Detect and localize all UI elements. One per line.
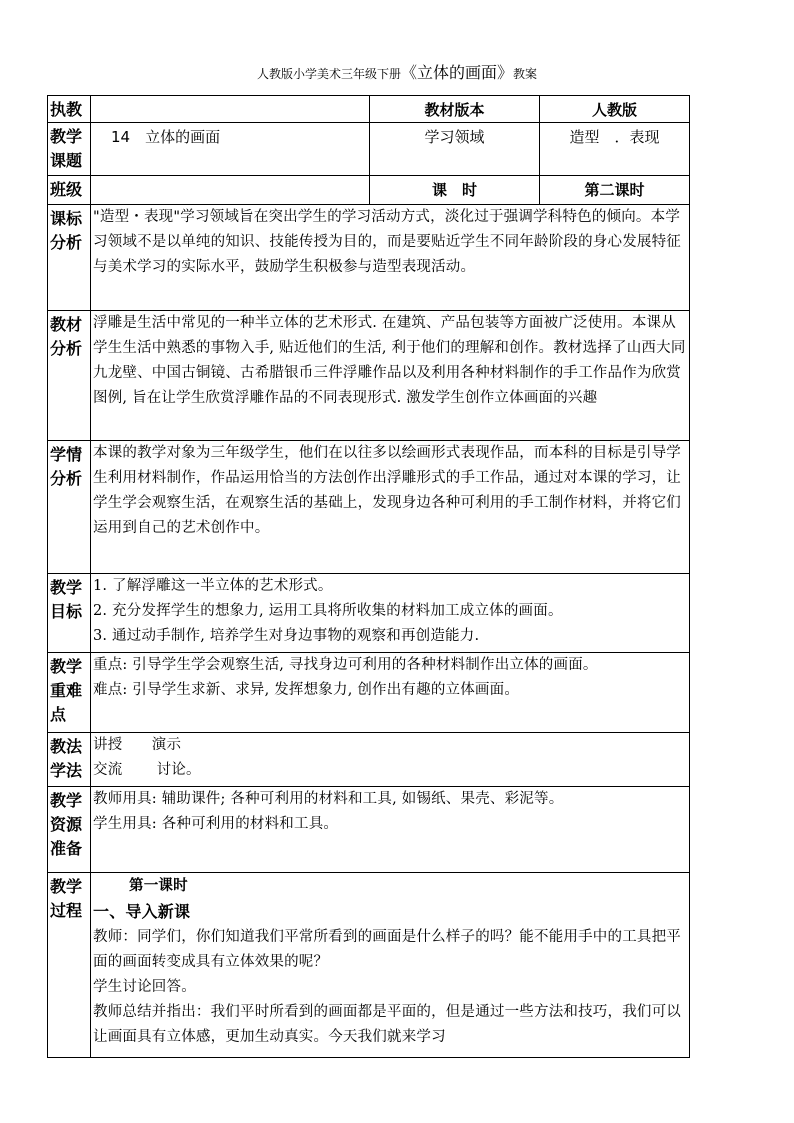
methods-text (91, 733, 690, 787)
curriculum-label: 课标分析 (48, 205, 91, 311)
title-prefix: 人教版小学美术三年级下册 (256, 67, 401, 81)
resources-label: 教学资源准备 (48, 787, 91, 873)
teacher-resources: 教师用具: 辅助课件; 各种可利用的材料和工具, 如锡纸、果壳、彩泥等。 (93, 791, 564, 807)
process-para: 教师：同学们，你们知道我们平常所看到的画面是什么样子的吗？能不能用手中的工具把平面的画面转变成具有立体效果的呢？ (93, 929, 681, 970)
student-resources: 学生用具: 各种可利用的材料和工具。 (93, 816, 339, 832)
row-students (48, 441, 690, 574)
row-methods (48, 733, 690, 787)
keypoints-text (91, 653, 690, 733)
title-main: 《立体的画面》 (400, 63, 513, 82)
process-label: 教学过程 (48, 873, 91, 1058)
keypoints-label: 教学重难点 (48, 653, 91, 733)
document-title (0, 60, 794, 83)
period-value: 第二课时 (540, 176, 690, 205)
textbook-text: 浮雕是生活中常见的一种半立体的艺术形式. 在建筑、产品包装等方面被广泛使用。本课从学生生活中熟悉的事物入手, 贴近他们的生活, 利于他们的理解和创作。教材选择了山西大同九龙壁、中国古铜镜、古希腊银币三件浮雕作品以及利用各种材料制作的手工作品作为欣赏图例, 旨在让学生欣赏浮雕作品的不同表现形式. 激发学生创作立体画面的兴趣 (91, 311, 690, 441)
teacher-label: 执教 (48, 96, 91, 123)
row-topic (48, 123, 690, 176)
row-textbook (48, 311, 690, 441)
methods-label: 教法学法 (48, 733, 91, 787)
goals-label: 教学目标 (48, 574, 91, 653)
title-suffix: 教案 (513, 67, 538, 81)
goals-text (91, 574, 690, 653)
teach-method: 讲授 演示 (93, 737, 182, 753)
row-keypoints (48, 653, 690, 733)
period-label: 课 时 (370, 176, 540, 205)
class-label: 班级 (48, 176, 91, 205)
row-resources (48, 787, 690, 873)
topic-label: 教学课题 (48, 123, 91, 176)
goal-item: 3. 通过动手制作, 培养学生对身边事物的观察和再创造能力. (93, 628, 480, 644)
goal-item: 1. 了解浮雕这一半立体的艺术形式。 (93, 578, 333, 594)
key-point: 重点: 引导学生学会观察生活, 寻找身边可利用的各种材料制作出立体的画面。 (93, 657, 598, 673)
lesson-plan-table (47, 95, 690, 1058)
row-curriculum (48, 205, 690, 311)
process-para: 教师总结并指出：我们平时所看到的画面都是平面的，但是通过一些方法和技巧，我们可以让画面具有立体感，更加生动真实。今天我们就来学习 (93, 1004, 681, 1045)
process-text (91, 873, 690, 1058)
teacher-value (91, 96, 370, 123)
row-goals (48, 574, 690, 653)
process-heading: 一、导入新课 (93, 902, 191, 921)
edition-value: 人教版 (540, 96, 690, 123)
row-class (48, 176, 690, 205)
textbook-label: 教材分析 (48, 311, 91, 441)
lesson-number: 第一课时 (129, 878, 188, 894)
edition-label: 教材版本 (370, 96, 540, 123)
process-para: 学生讨论回答。 (93, 979, 196, 995)
learn-method: 交流 讨论。 (93, 762, 201, 778)
topic-value: 14 立体的画面 (91, 123, 370, 176)
resources-text (91, 787, 690, 873)
difficult-point: 难点: 引导学生求新、求异, 发挥想象力, 创作出有趣的立体画面。 (93, 682, 520, 698)
row-teacher (48, 96, 690, 123)
goal-item: 2. 充分发挥学生的想象力, 运用工具将所收集的材料加工成立体的画面。 (93, 603, 563, 619)
domain-label: 学习领域 (370, 123, 540, 176)
students-label: 学情分析 (48, 441, 91, 574)
class-value (91, 176, 370, 205)
curriculum-text: "造型・表现"学习领域旨在突出学生的学习活动方式，淡化过于强调学科特色的倾向。本学习领域不是以单纯的知识、技能传授为目的，而是要贴近学生不同年龄阶段的身心发展特征与美术学习的实际水平，鼓励学生积极参与造型表现活动。 (91, 205, 690, 311)
students-text: 本课的教学对象为三年级学生，他们在以往多以绘画形式表现作品，而本科的目标是引导学生利用材料制作，作品运用恰当的方法创作出浮雕形式的手工作品，通过对本课的学习，让学生学会观察生活，在观察生活的基础上，发现身边各种可利用的手工制作材料，并将它们运用到自己的艺术创作中。 (91, 441, 690, 574)
domain-value: 造型 ．表现 (540, 123, 690, 176)
row-process (48, 873, 690, 1058)
